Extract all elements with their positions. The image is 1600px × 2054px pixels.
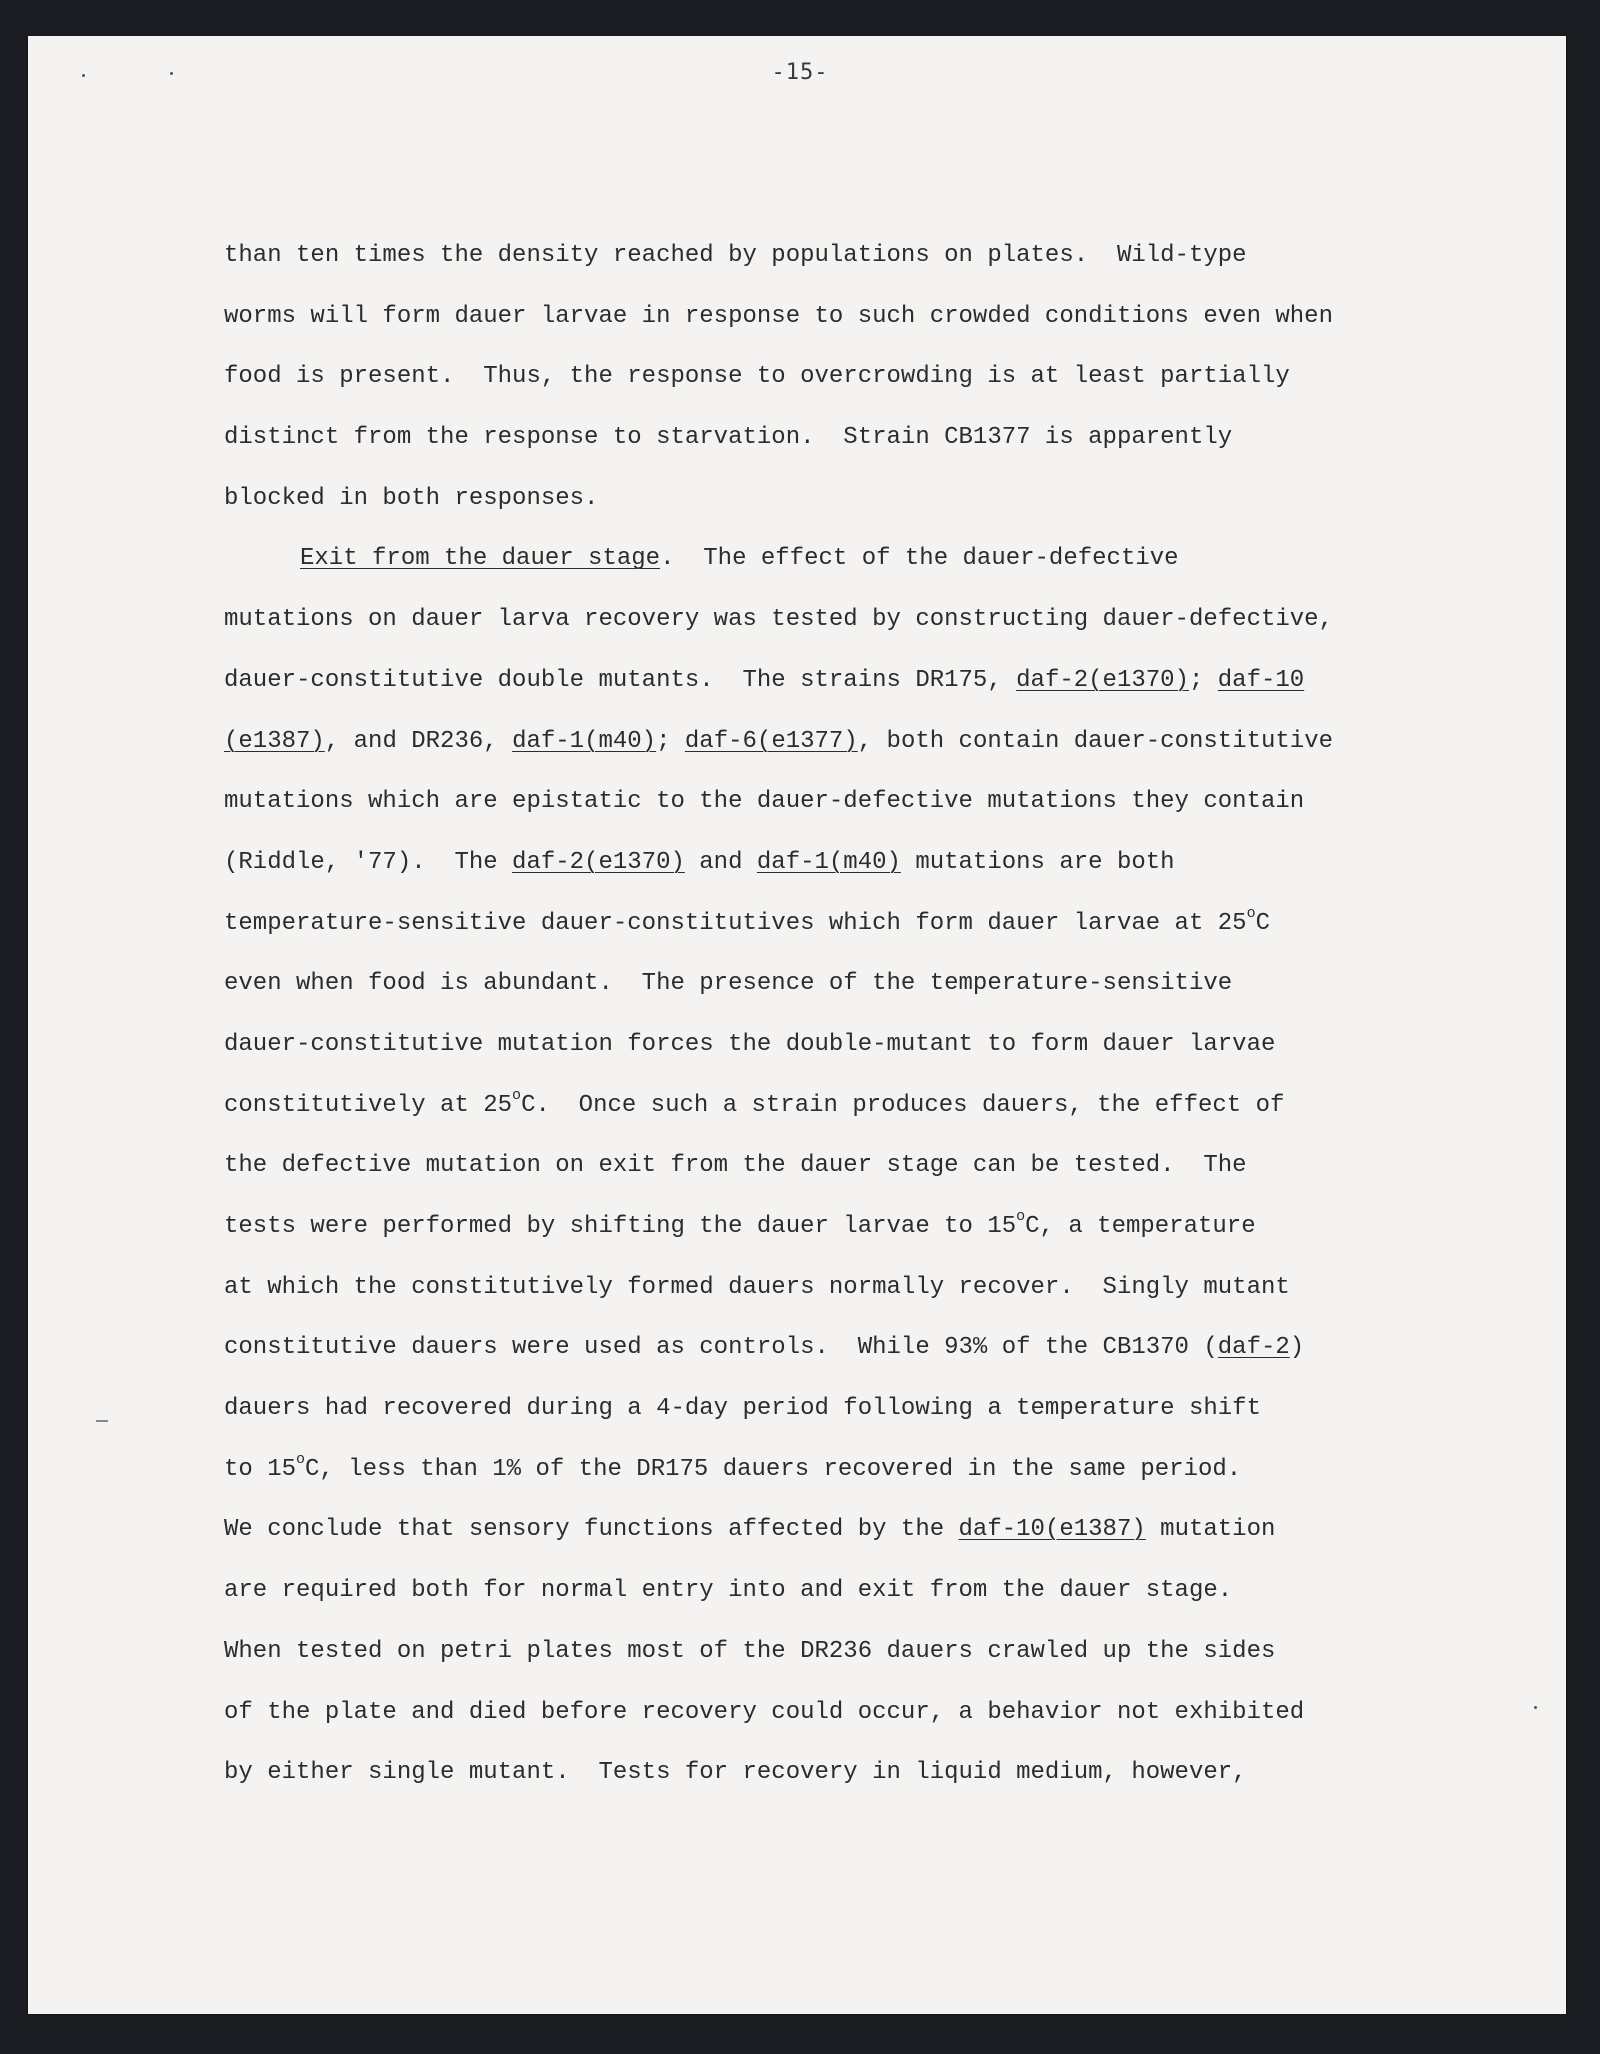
- text-segment: (Riddle, '77). The: [224, 848, 513, 876]
- underlined-term: Exit from the dauer stage: [300, 545, 661, 573]
- text-line: [224, 1561, 1424, 1622]
- scan-speck: [96, 1420, 108, 1422]
- degree-superscript: o: [1016, 1208, 1026, 1225]
- text-line: [224, 469, 1424, 530]
- underlined-term: daf-2(e1370): [1016, 666, 1189, 694]
- text-segment: constitutively at 25: [224, 1091, 513, 1119]
- text-segment: food is present. Thus, the response to overcrowding is at least partially: [224, 363, 1290, 391]
- text-segment: mutations on dauer larva recovery was tested by constructing dauer-defective,: [224, 606, 1333, 634]
- text-segment: worms will form dauer larvae in response to such crowded conditions even when: [224, 302, 1333, 330]
- text-segment: temperature-sensitive dauer-constitutives which form dauer larvae at 25: [224, 909, 1247, 937]
- text-segment: of the plate and died before recovery could occur, a behavior not exhibited: [224, 1698, 1305, 1726]
- underlined-term: daf-10(e1387): [958, 1516, 1146, 1544]
- text-line: [224, 1136, 1424, 1197]
- underlined-term: daf-6(e1377): [684, 727, 858, 755]
- text-line: [224, 894, 1424, 955]
- text-line: [224, 712, 1424, 773]
- text-line: [224, 833, 1424, 894]
- text-segment: . The effect of the dauer-defective: [660, 545, 1179, 573]
- text-segment: are required both for normal entry into and exit from the dauer stage.: [224, 1577, 1233, 1605]
- underlined-term: (e1387): [224, 727, 325, 755]
- text-segment: the defective mutation on exit from the dauer stage can be tested. The: [224, 1152, 1247, 1180]
- text-segment: constitutive dauers were used as controls. While 93% of the CB1370 (: [224, 1334, 1218, 1362]
- text-segment: C, less than 1% of the DR175 dauers recovered in the same period.: [305, 1455, 1242, 1483]
- underlined-term: daf-2(e1370): [512, 848, 685, 876]
- text-line: [224, 1622, 1424, 1683]
- text-line: [224, 1076, 1424, 1137]
- underlined-term: daf-1(m40): [512, 727, 657, 755]
- text-segment: to 15: [224, 1455, 297, 1483]
- degree-superscript: o: [296, 1450, 306, 1468]
- text-segment: , and DR236,: [324, 727, 513, 755]
- text-segment: by either single mutant. Tests for recovery in liquid medium, however,: [224, 1759, 1247, 1787]
- text-line: [224, 1318, 1424, 1379]
- text-line: [224, 408, 1424, 469]
- text-segment: mutations which are epistatic to the dauer-defective mutations they contain: [224, 788, 1305, 816]
- text-segment: tests were performed by shifting the dauer larvae to 15: [224, 1213, 1017, 1240]
- text-line: [224, 529, 1424, 590]
- text-segment: at which the constitutively formed dauers normally recover. Singly mutant: [224, 1273, 1290, 1301]
- text-segment: blocked in both responses.: [224, 484, 599, 512]
- degree-superscript: o: [1246, 904, 1256, 922]
- text-line: [224, 1197, 1424, 1258]
- text-segment: mutation: [1145, 1516, 1276, 1544]
- text-line: [224, 1258, 1424, 1319]
- page-number: -15-: [771, 60, 829, 85]
- degree-superscript: o: [512, 1086, 522, 1104]
- text-segment: distinct from the response to starvation. Strain CB1377 is apparently: [224, 424, 1233, 452]
- text-segment: dauer-constitutive mutation forces the double-mutant to form dauer larvae: [224, 1030, 1276, 1058]
- text-line: [224, 1743, 1424, 1804]
- text-line: [224, 226, 1424, 287]
- text-line: [224, 287, 1424, 348]
- text-segment: C. Once such a strain produces dauers, the effect of: [521, 1091, 1285, 1119]
- text-segment: dauer-constitutive double mutants. The strains DR175,: [224, 666, 1017, 694]
- text-line: [224, 651, 1424, 712]
- text-line: [224, 1500, 1424, 1561]
- text-segment: We conclude that sensory functions affected by the: [224, 1516, 959, 1544]
- underlined-term: daf-1(m40): [756, 848, 901, 876]
- underlined-term: daf-2: [1217, 1334, 1290, 1362]
- text-segment: dauers had recovered during a 4-day period following a temperature shift: [224, 1395, 1261, 1423]
- text-segment: C: [1255, 909, 1270, 937]
- text-segment: ;: [1188, 666, 1218, 694]
- scan-speck: [1534, 1706, 1537, 1709]
- text-line: [224, 1379, 1424, 1440]
- text-line: [224, 772, 1424, 833]
- text-line: [224, 954, 1424, 1015]
- text-segment: C, a temperature: [1025, 1213, 1256, 1240]
- text-line: [224, 347, 1424, 408]
- text-line: [224, 1683, 1424, 1744]
- text-segment: and: [684, 848, 757, 876]
- text-segment: even when food is abundant. The presence of the temperature-sensitive: [224, 970, 1233, 998]
- text-segment: When tested on petri plates most of the DR236 dauers crawled up the sides: [224, 1637, 1276, 1665]
- text-line: [224, 1440, 1424, 1501]
- underlined-term: daf-10: [1217, 666, 1305, 694]
- text-segment: ): [1289, 1334, 1305, 1362]
- body-text: [224, 226, 1424, 1804]
- text-line: [224, 590, 1424, 651]
- text-line: [224, 1015, 1424, 1076]
- text-segment: mutations are both: [900, 848, 1175, 876]
- text-segment: than ten times the density reached by populations on plates. Wild-type: [224, 242, 1247, 269]
- text-segment: , both contain dauer-constitutive: [857, 727, 1334, 755]
- text-segment: ;: [656, 727, 685, 755]
